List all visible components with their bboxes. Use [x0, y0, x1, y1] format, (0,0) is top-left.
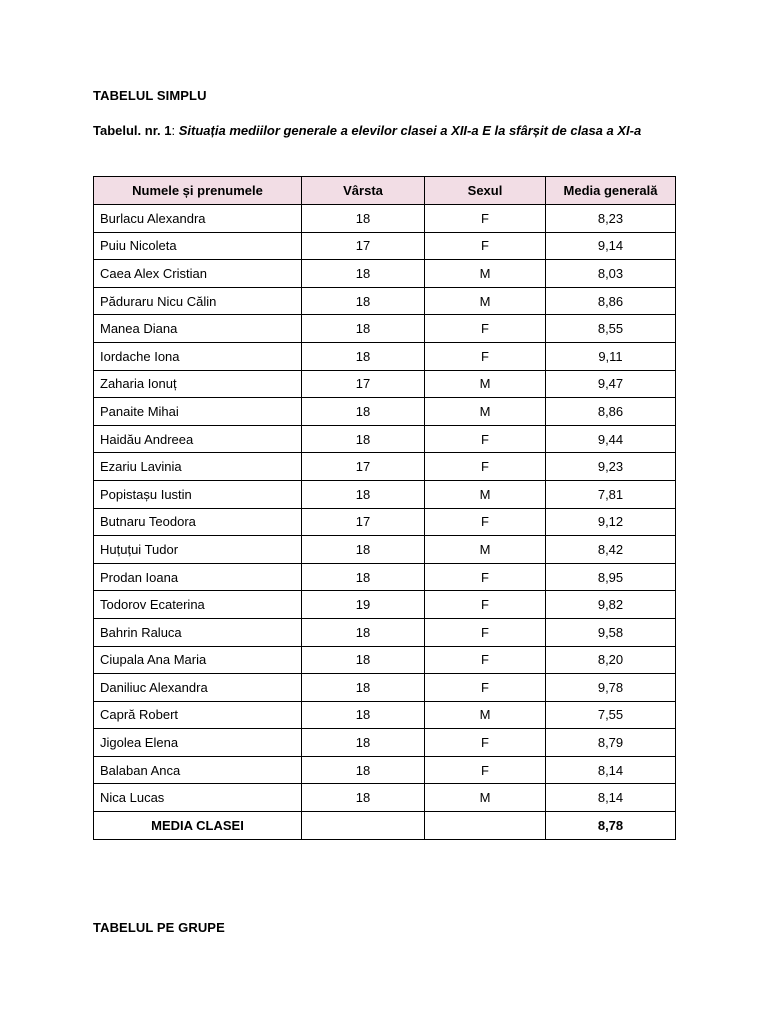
student-average-cell: 9,14: [546, 232, 676, 260]
student-age-cell: 18: [302, 646, 425, 674]
student-sex-cell: F: [425, 618, 546, 646]
student-age-cell: 18: [302, 205, 425, 233]
student-age-cell: 18: [302, 315, 425, 343]
student-average-cell: 9,58: [546, 618, 676, 646]
student-average-cell: 9,44: [546, 425, 676, 453]
table-row: [94, 287, 676, 315]
footer-average: 8,78: [546, 812, 676, 840]
table-row: [94, 508, 676, 536]
student-sex-cell: M: [425, 260, 546, 288]
student-sex-cell: F: [425, 425, 546, 453]
column-header-average: Media generală: [546, 177, 676, 205]
student-sex-cell: F: [425, 591, 546, 619]
student-age-cell: 17: [302, 508, 425, 536]
student-age-cell: 18: [302, 480, 425, 508]
student-name-cell: Panaite Mihai: [94, 398, 302, 426]
student-average-cell: 9,12: [546, 508, 676, 536]
student-sex-cell: F: [425, 646, 546, 674]
table-row: [94, 232, 676, 260]
student-name-cell: Balaban Anca: [94, 756, 302, 784]
section-heading-group-table: TABELUL PE GRUPE: [93, 920, 225, 935]
student-average-cell: 8,86: [546, 287, 676, 315]
student-name-cell: Manea Diana: [94, 315, 302, 343]
table-row: [94, 674, 676, 702]
footer-label: MEDIA CLASEI: [94, 812, 302, 840]
student-sex-cell: M: [425, 701, 546, 729]
student-name-cell: Ciupala Ana Maria: [94, 646, 302, 674]
student-average-cell: 9,78: [546, 674, 676, 702]
student-name-cell: Zaharia Ionuț: [94, 370, 302, 398]
table-caption: [93, 122, 683, 140]
table-row: [94, 701, 676, 729]
student-sex-cell: F: [425, 342, 546, 370]
student-average-cell: 8,79: [546, 729, 676, 757]
table-row: [94, 480, 676, 508]
table-body: [94, 205, 676, 812]
student-average-cell: 8,95: [546, 563, 676, 591]
student-age-cell: 18: [302, 398, 425, 426]
table-row: [94, 370, 676, 398]
column-header-name: Numele și prenumele: [94, 177, 302, 205]
student-sex-cell: M: [425, 370, 546, 398]
table-row: [94, 618, 676, 646]
table-row: [94, 784, 676, 812]
student-average-cell: 9,23: [546, 453, 676, 481]
student-sex-cell: F: [425, 563, 546, 591]
student-average-cell: 8,14: [546, 784, 676, 812]
student-name-cell: Burlacu Alexandra: [94, 205, 302, 233]
student-name-cell: Bahrin Raluca: [94, 618, 302, 646]
student-name-cell: Iordache Iona: [94, 342, 302, 370]
student-age-cell: 18: [302, 701, 425, 729]
student-sex-cell: F: [425, 674, 546, 702]
student-name-cell: Haidău Andreea: [94, 425, 302, 453]
table-row: [94, 260, 676, 288]
student-age-cell: 18: [302, 425, 425, 453]
student-name-cell: Butnaru Teodora: [94, 508, 302, 536]
student-sex-cell: M: [425, 287, 546, 315]
student-age-cell: 18: [302, 674, 425, 702]
student-name-cell: Capră Robert: [94, 701, 302, 729]
student-sex-cell: F: [425, 453, 546, 481]
student-average-cell: 7,81: [546, 480, 676, 508]
student-age-cell: 18: [302, 756, 425, 784]
student-sex-cell: F: [425, 205, 546, 233]
table-row: [94, 342, 676, 370]
student-average-cell: 8,86: [546, 398, 676, 426]
table-row: [94, 205, 676, 233]
student-sex-cell: F: [425, 315, 546, 343]
table-row: [94, 425, 676, 453]
student-name-cell: Puiu Nicoleta: [94, 232, 302, 260]
student-age-cell: 18: [302, 729, 425, 757]
student-sex-cell: M: [425, 398, 546, 426]
section-heading-simple-table: TABELUL SIMPLU: [93, 88, 207, 103]
student-age-cell: 18: [302, 260, 425, 288]
footer-sex: [425, 812, 546, 840]
student-average-cell: 7,55: [546, 701, 676, 729]
student-name-cell: Popistașu Iustin: [94, 480, 302, 508]
student-average-cell: 9,11: [546, 342, 676, 370]
table-row: [94, 563, 676, 591]
student-age-cell: 18: [302, 784, 425, 812]
table-footer-row: [94, 812, 676, 840]
student-age-cell: 18: [302, 342, 425, 370]
student-average-cell: 8,20: [546, 646, 676, 674]
student-age-cell: 18: [302, 287, 425, 315]
student-average-cell: 9,82: [546, 591, 676, 619]
student-name-cell: Huțuțui Tudor: [94, 536, 302, 564]
student-sex-cell: F: [425, 729, 546, 757]
student-sex-cell: M: [425, 784, 546, 812]
table-row: [94, 453, 676, 481]
student-age-cell: 18: [302, 536, 425, 564]
averages-table: [93, 176, 676, 840]
student-age-cell: 17: [302, 370, 425, 398]
student-name-cell: Prodan Ioana: [94, 563, 302, 591]
student-name-cell: Nica Lucas: [94, 784, 302, 812]
student-name-cell: Todorov Ecaterina: [94, 591, 302, 619]
caption-prefix: Tabelul. nr. 1: [93, 123, 172, 138]
student-age-cell: 18: [302, 563, 425, 591]
student-name-cell: Jigolea Elena: [94, 729, 302, 757]
table-row: [94, 646, 676, 674]
student-average-cell: 9,47: [546, 370, 676, 398]
caption-separator: :: [171, 123, 179, 138]
student-average-cell: 8,55: [546, 315, 676, 343]
student-name-cell: Caea Alex Cristian: [94, 260, 302, 288]
table-row: [94, 756, 676, 784]
table-row: [94, 729, 676, 757]
table-row: [94, 591, 676, 619]
student-sex-cell: M: [425, 536, 546, 564]
table-row: [94, 315, 676, 343]
student-sex-cell: M: [425, 480, 546, 508]
student-average-cell: 8,03: [546, 260, 676, 288]
student-age-cell: 17: [302, 453, 425, 481]
student-age-cell: 18: [302, 618, 425, 646]
column-header-age: Vârsta: [302, 177, 425, 205]
footer-age: [302, 812, 425, 840]
student-sex-cell: F: [425, 756, 546, 784]
student-name-cell: Daniliuc Alexandra: [94, 674, 302, 702]
student-average-cell: 8,14: [546, 756, 676, 784]
table-header-row: [94, 177, 676, 205]
caption-title: Situația mediilor generale a elevilor clasei a XII-a E la sfârșit de clasa a XI-a: [178, 123, 642, 138]
student-average-cell: 8,42: [546, 536, 676, 564]
student-sex-cell: F: [425, 508, 546, 536]
table-row: [94, 398, 676, 426]
student-age-cell: 19: [302, 591, 425, 619]
student-age-cell: 17: [302, 232, 425, 260]
student-name-cell: Păduraru Nicu Călin: [94, 287, 302, 315]
student-name-cell: Ezariu Lavinia: [94, 453, 302, 481]
student-sex-cell: F: [425, 232, 546, 260]
table-row: [94, 536, 676, 564]
column-header-sex: Sexul: [425, 177, 546, 205]
student-average-cell: 8,23: [546, 205, 676, 233]
